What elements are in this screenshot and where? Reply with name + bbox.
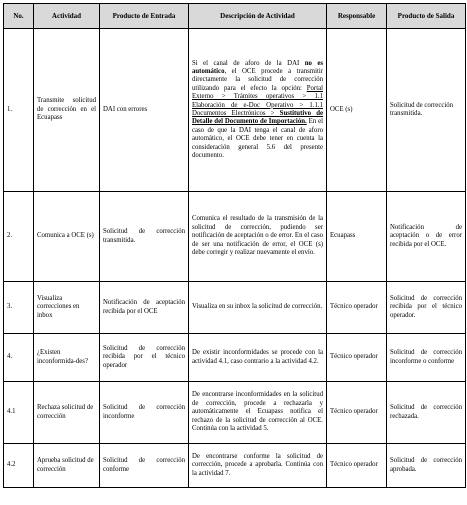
desc-menu-option: Sustitutivo de Detalle del Documento de Importación.	[192, 110, 323, 126]
cell-entrada: Solicitud de corrección inconforme	[100, 382, 189, 444]
cell-actividad: Visualiza correcciones en inbox	[34, 282, 100, 334]
cell-actividad: ¿Existen inconformida-des?	[34, 334, 100, 382]
table-row	[4, 282, 466, 334]
activity-table	[3, 3, 466, 488]
header-responsable: Responsable	[327, 4, 387, 29]
cell-descripcion: De encontrarse inconformidades en la solicitud de corrección, procede a rechazarla y automáticamente el Ecuapass notifica el rechazo de la solicitud de corrección al OCE. Continúa con la actividad 5.	[189, 382, 327, 444]
desc-text: En el caso de que la DAI tenga el canal de aforo automático, el OCE debe tener en cuenta la consideración general 5.6 del presente documento.	[192, 118, 323, 160]
desc-menu-path: Portal Externo > Trámites operativos > 1.1 Elaboración de e-Doc Operativo > 1.1.1 Documentos Electrónicos >	[192, 84, 323, 117]
cell-no: 3.	[4, 282, 34, 334]
cell-actividad: Rechaza solicitud de corrección	[34, 382, 100, 444]
cell-salida: Solicitud de corrección recibida por el técnico operador.	[387, 282, 466, 334]
cell-entrada: Notificación de aceptación recibida por el OCE	[100, 282, 189, 334]
cell-salida: Solicitud de corrección transmitida.	[387, 29, 466, 192]
cell-descripcion: De existir inconformidades se procede con la actividad 4.1, caso contrario a la actividad 4.2.	[189, 334, 327, 382]
header-no: No.	[4, 4, 34, 29]
table-row	[4, 382, 466, 444]
cell-entrada: Solicitud de corrección conforme	[100, 444, 189, 488]
cell-actividad: Transmite solicitud de corrección en el Ecuapass	[34, 29, 100, 192]
cell-actividad: Aprueba solicitud de corrección	[34, 444, 100, 488]
table-row	[4, 192, 466, 282]
cell-actividad: Comunica a OCE (s)	[34, 192, 100, 282]
header-descripcion: Descripción de Actividad	[189, 4, 327, 29]
cell-responsable: Ecuapass	[327, 192, 387, 282]
cell-responsable: Técnico operador	[327, 282, 387, 334]
desc-text: Si el canal de aforo de la DAI	[192, 59, 305, 67]
cell-no: 2.	[4, 192, 34, 282]
cell-no: 4.2	[4, 444, 34, 488]
cell-descripcion: Comunica el resultado de la transmisión de la solicitud de corrección, pudiendo ser notificación de aceptación o de error. En el caso de ser una notificación de error, el OCE (s) debe corregir y realizar nuevamente el envío.	[189, 192, 327, 282]
desc-text: , el OCE procede a transmitir directamente la solicitud de corrección utilizando para el efecto la opción:	[192, 67, 323, 92]
cell-descripcion	[189, 29, 327, 192]
cell-entrada: DAI con errores	[100, 29, 189, 192]
cell-entrada: Solicitud de corrección transmitida.	[100, 192, 189, 282]
cell-salida: Solicitud de corrección aprobada.	[387, 444, 466, 488]
table-row	[4, 334, 466, 382]
cell-no: 4.1	[4, 382, 34, 444]
cell-salida: Solicitud de corrección rechazada.	[387, 382, 466, 444]
cell-entrada: Solicitud de corrección recibida por el técnico operador	[100, 334, 189, 382]
header-actividad: Actividad	[34, 4, 100, 29]
cell-responsable: Técnico operador	[327, 444, 387, 488]
header-producto-salida: Producto de Salida	[387, 4, 466, 29]
cell-responsable: OCE (s)	[327, 29, 387, 192]
cell-salida: Solicitud de corrección inconforme o conforme	[387, 334, 466, 382]
cell-descripcion: De encontrarse conforme la solicitud de corrección, procede a aprobarla. Continúa con la actividad 7.	[189, 444, 327, 488]
cell-no: 4.	[4, 334, 34, 382]
table-header-row	[4, 4, 466, 29]
table-row	[4, 444, 466, 488]
cell-no: 1.	[4, 29, 34, 192]
desc-emphasis: no es automático	[192, 59, 323, 75]
cell-descripcion: Visualiza en su inbox la solicitud de corrección.	[189, 282, 327, 334]
header-producto-entrada: Producto de Entrada	[100, 4, 189, 29]
cell-salida: Notificación de aceptación o de error recibida por el OCE.	[387, 192, 466, 282]
cell-responsable: Técnico operador	[327, 334, 387, 382]
table-row	[4, 29, 466, 192]
cell-responsable: Técnico operador	[327, 382, 387, 444]
